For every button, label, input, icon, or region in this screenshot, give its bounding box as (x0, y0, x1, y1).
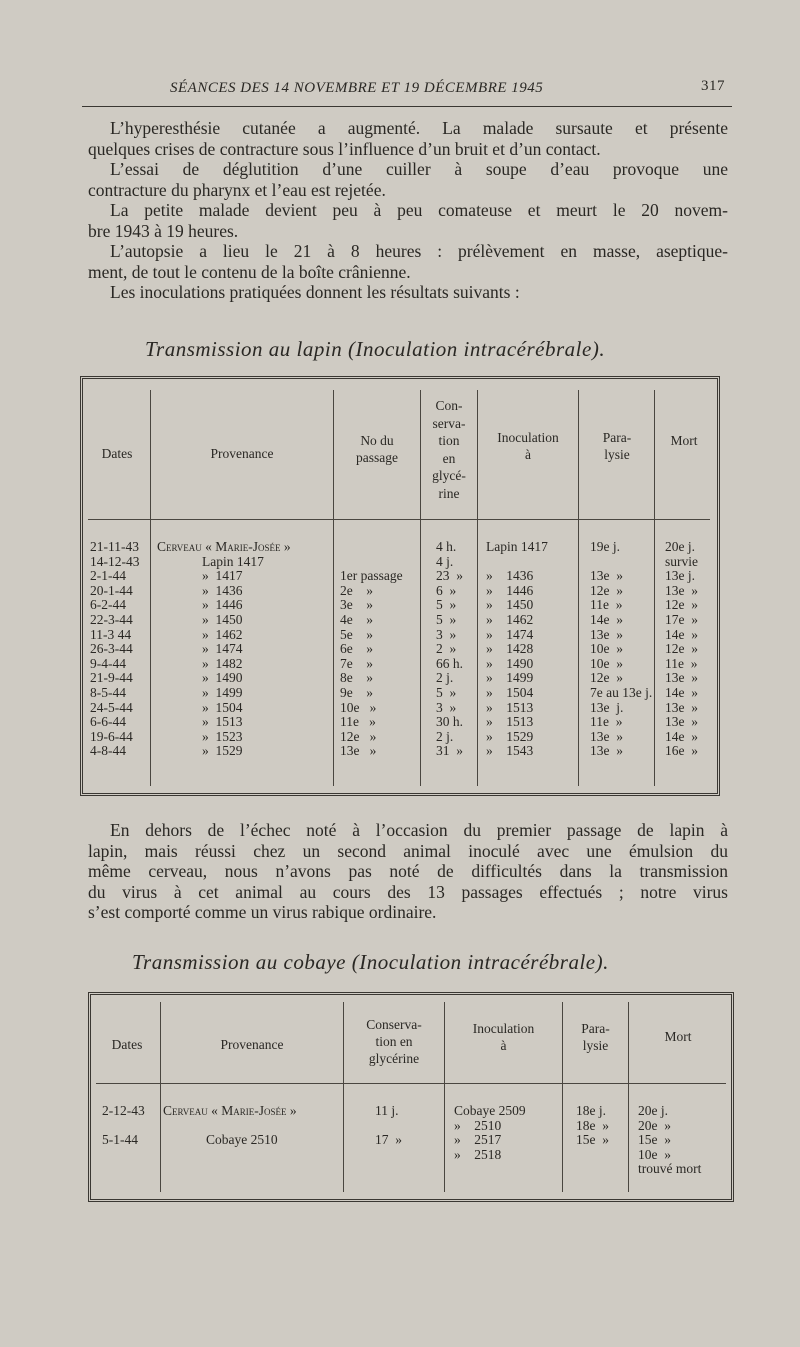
table1-col-divider (333, 390, 334, 786)
intro-paragraphs (88, 118, 728, 303)
header-line: tion (438, 433, 460, 448)
table2-col-dates: 2-12-43 5-1-44 (102, 1103, 145, 1148)
header-line: No du (360, 433, 394, 448)
header-line: lysie (604, 447, 630, 462)
header-line: serva- (432, 415, 466, 431)
text-line: bre 1943 à 19 heures. (88, 220, 239, 241)
header-line: rine (438, 485, 460, 501)
table2-header-dates: Dates (111, 1037, 143, 1052)
header-line: Para- (602, 430, 632, 445)
table2-header-paralysie (564, 1020, 627, 1054)
table2-header-provenance: Provenance (220, 1037, 284, 1052)
header-line: à (500, 1038, 507, 1053)
table1-col-passage: 1er passage 2e » 3e » 4e » 5e » 6e » 7e » 8e » 9e » 10e » 11e » 12e » 13e » (340, 568, 403, 759)
table1-header-conservation (421, 397, 477, 502)
table1-provenance-first: Cerveau « Marie-Josée » (157, 539, 291, 554)
table2-provenance-first: Cerveau « Marie-Josée » (163, 1103, 297, 1118)
header-line: Conserva- (366, 1017, 422, 1032)
table1-caption: Transmission au lapin (Inoculation intracérébrale). (145, 337, 606, 361)
table2-col-divider (160, 1002, 161, 1192)
text-line: Les inoculations pratiquées donnent les résultats suivants : (110, 282, 520, 302)
text-line: du virus à cet animal au cours des 13 passages effectués ; notre virus (88, 881, 728, 902)
text-line: La petite malade devient peu à peu comateuse et meurt le 20 novem- (110, 200, 728, 220)
table1-col-divider (578, 390, 579, 786)
table2-col-divider (444, 1002, 445, 1192)
text-line: En dehors de l’échec noté à l’occasion du premier passage de lapin à (110, 820, 728, 840)
header-line: en (442, 450, 456, 466)
table2-col-paralysie: 18e j. 18e » 15e » (576, 1103, 609, 1148)
table2-col-inoculation: Cobaye 2509 » 2510 » 2517 » 2518 (454, 1103, 526, 1162)
table1-col-provenance: Lapin 1417 » 1417 » 1436 » 1446 » 1450 » 1462 » 1474 » 1482 » 1490 » 1499 » 1504 » 1513 » 1523 » 1529 (202, 553, 264, 759)
header-line: Para- (581, 1021, 610, 1036)
header-line: à (525, 447, 531, 462)
table1-header-inoculation (478, 429, 578, 463)
text-line: ment, de tout le contenu de la boîte crânienne. (88, 261, 411, 282)
table2-header-rule (96, 1083, 726, 1084)
table2-header-mort: Mort (664, 1029, 692, 1044)
table1-header-dates: Dates (101, 446, 133, 461)
table1-header-paralysie (580, 429, 654, 463)
table1-col-divider (150, 390, 151, 786)
table1-col-dates: 21-11-43 14-12-43 2-1-44 20-1-44 6-2-44 22-3-44 11-3 44 26-3-44 9-4-44 21-9-44 8-5-44 24-5-44 6-6-44 19-6-44 4-8-44 (90, 539, 140, 759)
text-line: L’autopsie a lieu le 21 à 8 heures : prélèvement en masse, aseptique- (110, 241, 728, 261)
text-line: même cerveau, nous n’avons pas noté de difficultés dans la transmission (88, 861, 728, 881)
text-line: lapin, mais réussi chez un second animal inoculé avec une émulsion du (88, 840, 728, 861)
table1-header-provenance: Provenance (210, 446, 274, 461)
table2-col-mort: 20e j. 20e » 15e » 10e » trouvé mort (638, 1103, 702, 1177)
table2-col-divider (343, 1002, 344, 1192)
page-number: 317 (701, 78, 725, 94)
table2-provenance-second: Cobaye 2510 (206, 1132, 278, 1147)
table2-caption: Transmission au cobaye (Inoculation intracérébrale). (132, 950, 609, 974)
header-line: tion en (375, 1034, 413, 1049)
text-line: L’essai de déglutition d’une cuiller à soupe d’eau provoque une (110, 159, 728, 179)
header-line: glycé- (432, 468, 466, 483)
table2-col-divider (562, 1002, 563, 1192)
table1-col-inoculation: Lapin 1417 » 1436 » 1446 » 1450 » 1462 » 1474 » 1428 » 1490 » 1499 » 1504 » 1513 » 1513 » 1529 » 1543 (486, 539, 548, 759)
header-line: lysie (582, 1038, 609, 1053)
header-line: Con- (435, 398, 463, 413)
table1-header-rule (88, 519, 710, 520)
header-line: glycérine (368, 1051, 420, 1066)
table2-header-inoculation (446, 1020, 561, 1054)
text-line: quelques crises de contracture sous l’influence d’un bruit et d’un contact. (88, 138, 601, 159)
text-line: L’hyperesthésie cutanée a augmenté. La malade sursaute et présente (110, 118, 728, 138)
text-line: contracture du pharynx et l’eau est rejetée. (88, 179, 386, 200)
middle-paragraph (88, 820, 728, 923)
table1-col-conservation: 4 h. 4 j. 23 » 6 » 5 » 5 » 3 » 2 » 66 h. 2 j. 5 » 3 » 30 h. 2 j. 31 » (436, 539, 463, 759)
table1-col-paralysie: 19e j. 13e » 12e » 11e » 14e » 13e » 10e » 10e » 12e » 7e au 13e j. 13e j. 11e » 13e » 13e » (590, 539, 653, 759)
table2-col-conservation: 11 j. 17 » (375, 1103, 402, 1148)
table2-header-conservation (345, 1016, 443, 1067)
table1-header-passage (335, 432, 419, 466)
text-line: s’est comporté comme un virus rabique ordinaire. (88, 902, 437, 922)
header-rule (82, 106, 732, 107)
header-line: passage (356, 450, 398, 465)
header-title: SÉANCES DES 14 NOVEMBRE ET 19 DÉCEMBRE 1945 (170, 80, 544, 96)
table1-col-mort: 20e j. survie 13e j. 13e » 12e » 17e » 14e » 12e » 11e » 13e » 14e » 13e » 13e » 14e » 16e » (665, 539, 698, 759)
table1-header-mort: Mort (670, 433, 698, 448)
table2-col-divider (628, 1002, 629, 1192)
running-header (170, 80, 725, 97)
header-line: Inoculation (497, 430, 559, 445)
header-line: Inoculation (472, 1021, 535, 1036)
table1-col-divider (654, 390, 655, 786)
